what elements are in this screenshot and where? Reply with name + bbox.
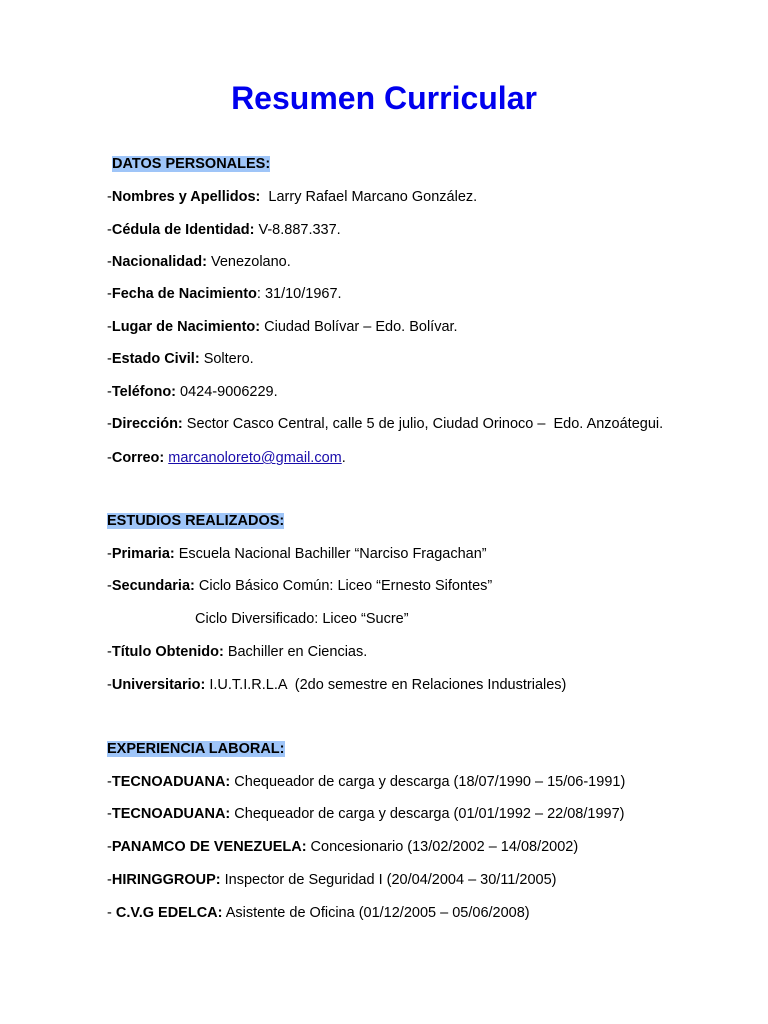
personal-row-civil-status — [107, 350, 254, 368]
personal-row-address — [107, 415, 663, 433]
row-prefix: - — [107, 450, 112, 466]
row-prefix: - — [107, 319, 112, 335]
row-value: Larry Rafael Marcano González. — [260, 189, 478, 205]
section-heading-experience — [107, 740, 285, 758]
row-label: TECNOADUANA: — [111, 806, 231, 822]
row-label: Nacionalidad: — [111, 254, 207, 270]
row-label: Estado Civil: — [111, 351, 200, 367]
section-heading-personal — [112, 155, 270, 173]
document-title: Resumen Curricular — [231, 80, 537, 116]
experience-row — [107, 904, 530, 922]
email-link[interactable]: marcanoloreto@gmail.com — [168, 450, 342, 466]
personal-row-id — [107, 221, 341, 239]
row-label: Dirección: — [111, 416, 183, 432]
row-label: Correo: — [111, 450, 165, 466]
row-value: I.U.T.I.R.L.A (2do semestre en Relaciones Industriales) — [205, 677, 567, 693]
row-value: Concesionario (13/02/2002 – 14/08/2002) — [306, 839, 579, 855]
row-label: Nombres y Apellidos: — [111, 189, 261, 205]
row-label: HIRINGGROUP: — [111, 872, 221, 888]
studies-row-universitario — [107, 676, 566, 694]
row-value: Venezolano. — [206, 254, 291, 270]
personal-row-name — [107, 188, 477, 206]
row-prefix: - — [107, 189, 112, 205]
row-label: Fecha de Nacimiento — [111, 286, 257, 302]
row-label: Universitario: — [111, 677, 206, 693]
row-prefix: - — [107, 774, 112, 790]
heading-text: DATOS PERSONALES: — [112, 156, 271, 172]
row-prefix: - — [107, 905, 116, 921]
personal-row-nationality — [107, 253, 291, 271]
row-prefix: - — [107, 286, 112, 302]
experience-row — [107, 838, 578, 856]
row-prefix: - — [107, 806, 112, 822]
row-value: Inspector de Seguridad I (20/04/2004 – 30/11/2005) — [220, 872, 557, 888]
row-value: Ciudad Bolívar – Edo. Bolívar. — [260, 319, 458, 335]
row-value: Escuela Nacional Bachiller “Narciso Fragachan” — [174, 546, 487, 562]
row-value: Sector Casco Central, calle 5 de julio, Ciudad Orinoco – Edo. Anzoátegui. — [182, 416, 664, 432]
row-label: Teléfono: — [111, 384, 177, 400]
row-value: Ciclo Básico Común: Liceo “Ernesto Sifontes” — [194, 578, 493, 594]
studies-row-secundaria — [107, 577, 492, 595]
row-prefix: - — [107, 222, 112, 238]
row-prefix: - — [107, 644, 112, 660]
row-prefix: - — [107, 578, 112, 594]
row-value: 0424-9006229. — [176, 384, 278, 400]
row-prefix: - — [107, 872, 112, 888]
heading-text: EXPERIENCIA LABORAL: — [107, 741, 285, 757]
row-value: V-8.887.337. — [254, 222, 341, 238]
personal-row-phone — [107, 383, 278, 401]
row-value: : 31/10/1967. — [256, 286, 342, 302]
row-value: Asistente de Oficina (01/12/2005 – 05/06/2008) — [222, 905, 530, 921]
row-value: Chequeador de carga y descarga (01/01/1992 – 22/08/1997) — [230, 806, 625, 822]
row-value: Soltero. — [199, 351, 254, 367]
row-prefix: - — [107, 351, 112, 367]
heading-text: ESTUDIOS REALIZADOS: — [107, 513, 285, 529]
row-prefix: - — [107, 677, 112, 693]
experience-row — [107, 805, 624, 823]
experience-row — [107, 773, 625, 791]
row-value: Bachiller en Ciencias. — [223, 644, 368, 660]
row-label: Lugar de Nacimiento: — [111, 319, 261, 335]
personal-row-birthdate — [107, 285, 342, 303]
row-label: Cédula de Identidad: — [111, 222, 255, 238]
row-label: Secundaria: — [111, 578, 195, 594]
row-label: Primaria: — [111, 546, 175, 562]
row-prefix: - — [107, 546, 112, 562]
row-prefix: - — [107, 254, 112, 270]
personal-row-email — [107, 449, 346, 467]
studies-row-titulo — [107, 643, 367, 661]
personal-row-birthplace — [107, 318, 458, 336]
row-label: PANAMCO DE VENEZUELA: — [111, 839, 307, 855]
experience-row — [107, 871, 557, 889]
section-heading-studies — [107, 512, 284, 530]
row-prefix: - — [107, 416, 112, 432]
row-label: C.V.G EDELCA: — [115, 905, 223, 921]
studies-row-primaria — [107, 545, 487, 563]
row-label: TECNOADUANA: — [111, 774, 231, 790]
row-value: Chequeador de carga y descarga (18/07/1990 – 15/06-1991) — [230, 774, 626, 790]
studies-row-diversificado: Ciclo Diversificado: Liceo “Sucre” — [195, 611, 409, 627]
row-prefix: - — [107, 839, 112, 855]
row-label: Título Obtenido: — [111, 644, 224, 660]
row-suffix: . — [341, 450, 346, 466]
row-prefix: - — [107, 384, 112, 400]
